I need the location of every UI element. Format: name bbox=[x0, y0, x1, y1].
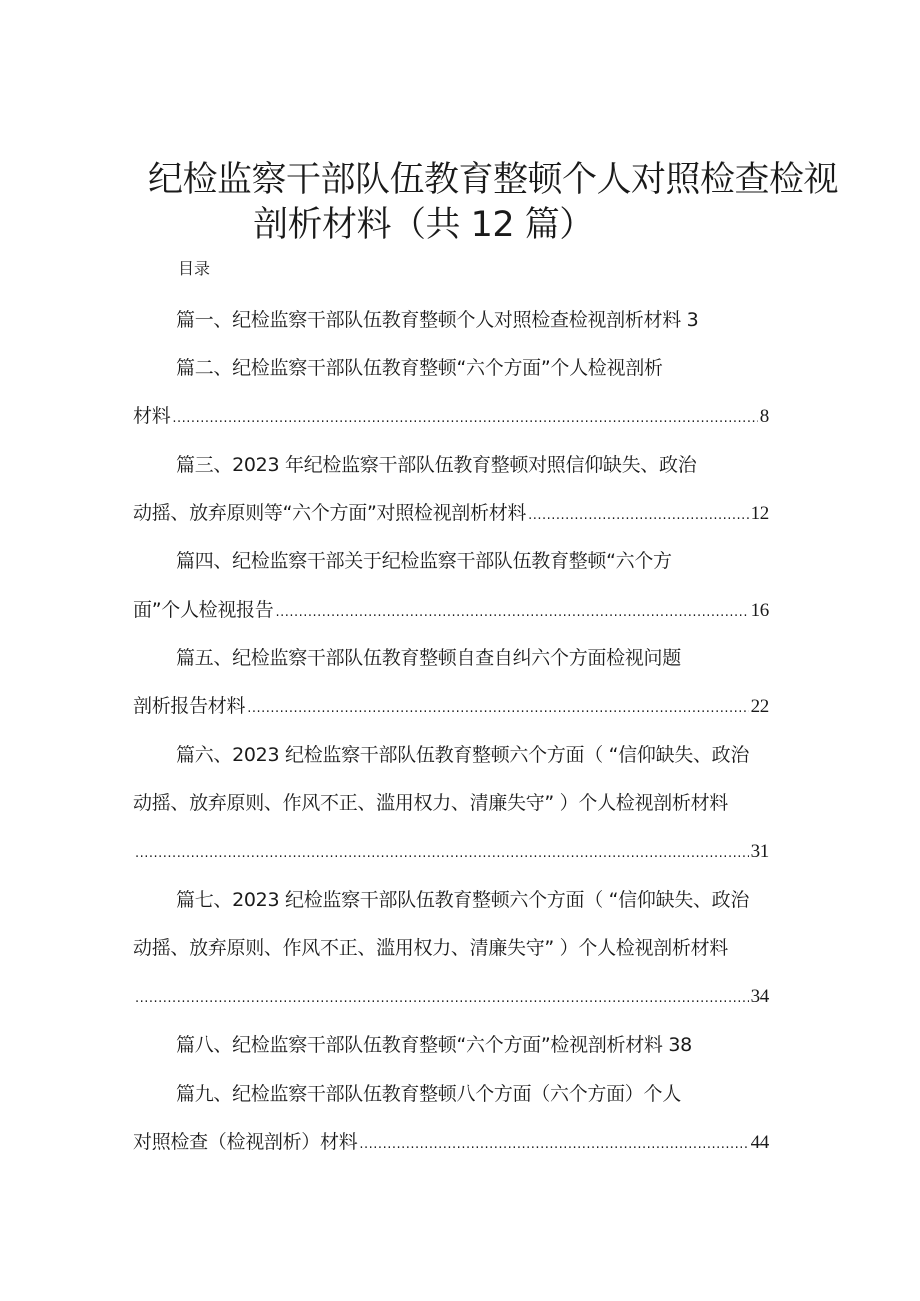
toc-entry-9-page: 44 bbox=[750, 1132, 769, 1153]
toc-entry-7-line-2[interactable]: 动摇、放弃原则、作风不正、滥用权力、清廉失守” ）个人检视剖析材料 bbox=[133, 937, 728, 959]
toc-entry-1[interactable]: 篇一、纪检监察干部队伍教育整顿个人对照检查检视剖析材料 3 bbox=[176, 309, 699, 331]
toc-entry-7-line-1[interactable]: 篇七、2023 纪检监察干部队伍教育整顿六个方面（ “信仰缺失、政治 bbox=[176, 889, 750, 911]
toc-entry-2-line-1[interactable]: 篇二、纪检监察干部队伍教育整顿“六个方面”个人检视剖析 bbox=[176, 357, 663, 379]
dot-leader bbox=[247, 696, 748, 722]
toc-entry-3-line-2[interactable] bbox=[133, 500, 769, 529]
toc-heading: 目录 bbox=[178, 259, 211, 278]
dot-leader bbox=[528, 503, 749, 529]
toc-entry-5-line-1[interactable]: 篇五、纪检监察干部队伍教育整顿自查自纠六个方面检视问题 bbox=[176, 647, 681, 669]
toc-entry-7-line-3[interactable] bbox=[133, 984, 769, 1012]
toc-entry-6-line-3[interactable] bbox=[133, 839, 769, 867]
toc-entry-3-tail: 动摇、放弃原则等“六个方面”对照检视剖析材料 bbox=[133, 502, 527, 524]
toc-entry-8[interactable]: 篇八、纪检监察干部队伍教育整顿“六个方面”检视剖析材料 38 bbox=[176, 1034, 692, 1056]
document-title-line-2: 剖析材料（共 12 篇） bbox=[253, 205, 594, 246]
toc-entry-6-page: 31 bbox=[750, 841, 769, 862]
toc-entry-9-line-1[interactable]: 篇九、纪检监察干部队伍教育整顿八个方面（六个方面）个人 bbox=[176, 1083, 681, 1105]
toc-entry-5-line-2[interactable] bbox=[133, 693, 769, 722]
toc-entry-4-line-1[interactable]: 篇四、纪检监察干部关于纪检监察干部队伍教育整顿“六个方 bbox=[176, 550, 672, 572]
dot-leader bbox=[135, 841, 749, 867]
toc-entry-4-line-2[interactable] bbox=[133, 597, 769, 626]
toc-entry-5-tail: 剖析报告材料 bbox=[133, 695, 246, 717]
document-title-line-1: 纪检监察干部队伍教育整顿个人对照检查检视 bbox=[148, 160, 839, 201]
dot-leader bbox=[275, 600, 748, 626]
toc-entry-3-line-1[interactable]: 篇三、2023 年纪检监察干部队伍教育整顿对照信仰缺失、政治 bbox=[176, 454, 697, 476]
toc-entry-4-tail: 面”个人检视报告 bbox=[133, 599, 274, 621]
dot-leader bbox=[172, 406, 757, 432]
toc-entry-7-page: 34 bbox=[750, 986, 769, 1007]
toc-entry-2-line-2[interactable] bbox=[133, 403, 769, 432]
toc-entry-6-line-2[interactable]: 动摇、放弃原则、作风不正、滥用权力、清廉失守” ）个人检视剖析材料 bbox=[133, 792, 728, 814]
toc-entry-5-page: 22 bbox=[750, 696, 769, 717]
toc-entry-3-page: 12 bbox=[750, 503, 769, 524]
toc-entry-6-line-1[interactable]: 篇六、2023 纪检监察干部队伍教育整顿六个方面（ “信仰缺失、政治 bbox=[176, 744, 750, 766]
toc-entry-9-tail: 对照检查（检视剖析）材料 bbox=[133, 1131, 358, 1153]
toc-entry-4-page: 16 bbox=[750, 600, 769, 621]
toc-entry-2-tail: 材料 bbox=[133, 405, 171, 427]
toc-entry-2-page: 8 bbox=[759, 406, 769, 427]
dot-leader bbox=[359, 1132, 748, 1158]
dot-leader bbox=[135, 986, 749, 1012]
toc-entry-9-line-2[interactable] bbox=[133, 1129, 769, 1158]
